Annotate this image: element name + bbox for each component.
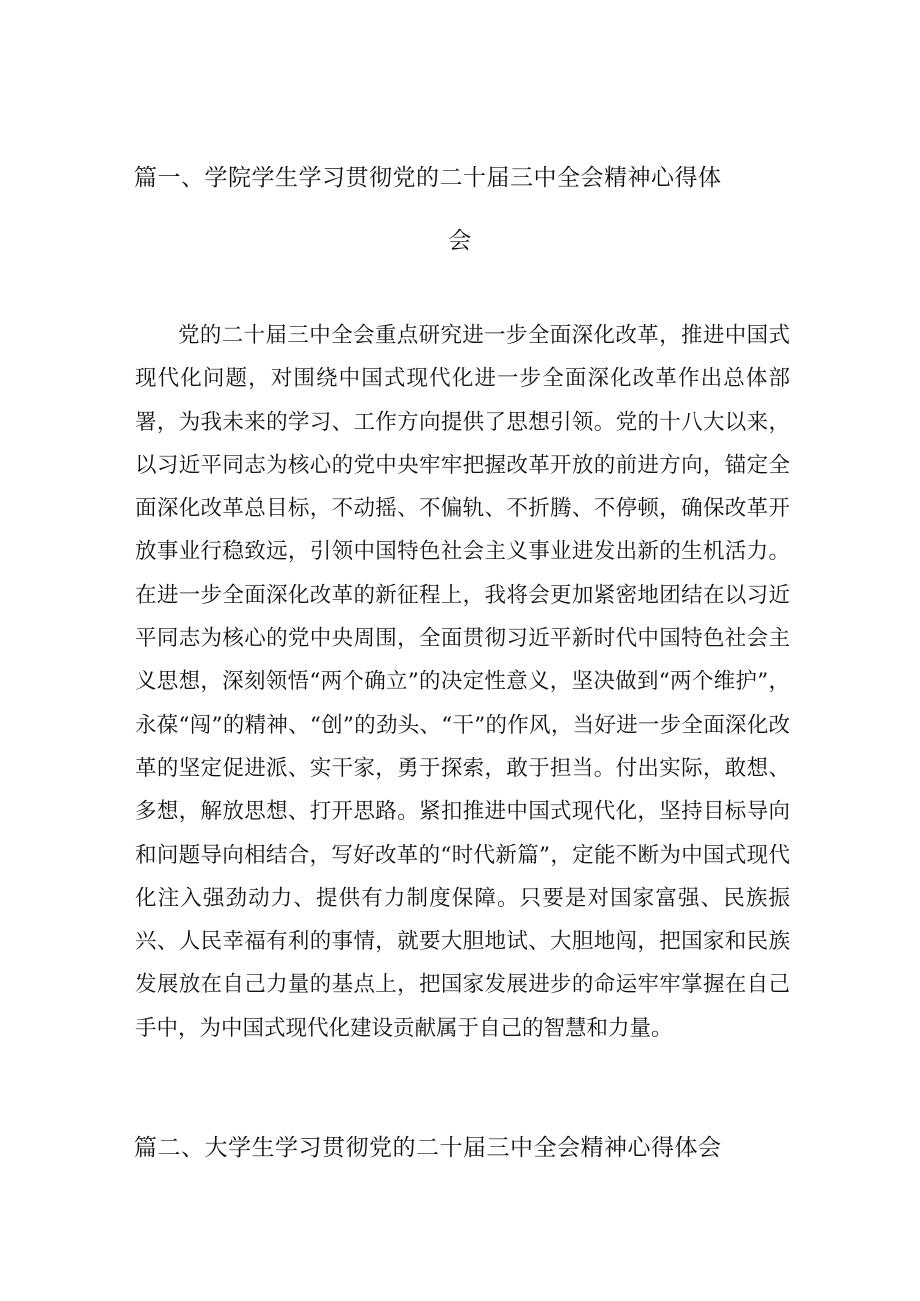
section-1-title-continuation: 会 xyxy=(448,228,472,254)
section-1-body-paragraph: 党的二十届三中全会重点研究进一步全面深化改革，推进中国式现代化问题，对围绕中国式现代化进一步全面深化改革作出总体部署，为我未来的学习、工作方向提供了思想引领。党的十八大以来，以习近平同志为核心的党中央牢牢把握改革开放的前进方向，锚定全面深化改革总目标，不动摇、不偏轨、不折腾、不停顿，确保改革开放事业行稳致远，引领中国特色社会主义事业进发出新的生机活力。在进一步全面深化改革的新征程上，我将会更加紧密地团结在以习近平同志为核心的党中央周围，全面贯彻习近平新时代中国特色社会主义思想，深刻领悟“两个确立”的决定性意义，坚决做到“两个维护”，永葆“闯”的精神、“创”的劲头、“干”的作风，当好进一步全面深化改革的坚定促进派、实干家，勇于探索，敢于担当。付出实际，敢想、多想，解放思想、打开思路。紧扣推进中国式现代化，坚持目标导向和问题导向相结合，写好改革的“时代新篇”，定能不断为中国式现代化注入强劲动力、提供有力制度保障。只要是对国家富强、民族振兴、人民幸福有利的事情，就要大胆地试、大胆地闯，把国家和民族发展放在自己力量的基点上，把国家发展进步的命运牢牢掌握在自己手中，为中国式现代化建设贡献属于自己的智慧和力量。 xyxy=(135,323,790,1041)
section-2-title: 篇二、大学生学习贯彻党的二十届三中全会精神心得体会 xyxy=(134,1135,722,1161)
section-1-title: 篇一、学院学生学习贯彻党的二十届三中全会精神心得体 xyxy=(134,165,722,191)
